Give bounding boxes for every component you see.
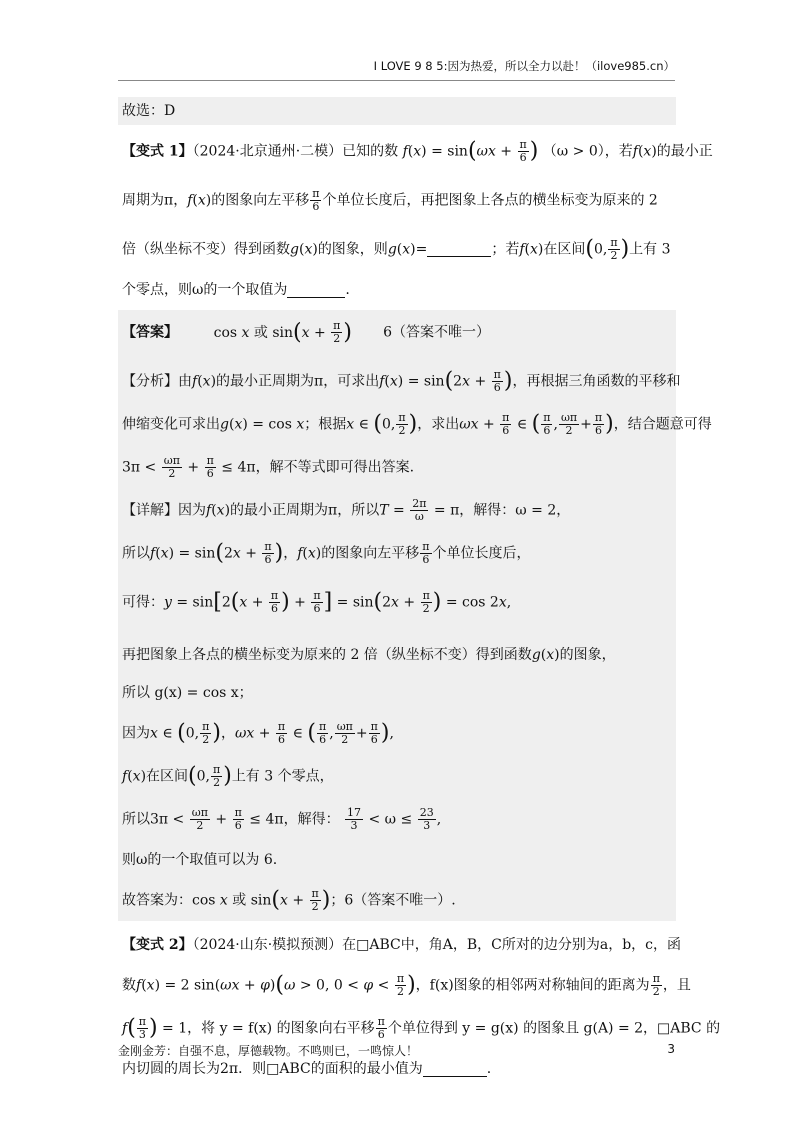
text: 上有 3	[629, 241, 671, 258]
text: 的图象，	[559, 647, 616, 663]
text: .	[486, 1061, 492, 1077]
detail-line2: 所以f(x) = sin(2x + $\frac{\pi}{6}$ )，f(x)的图象向左平移 $\frac{\pi}{6}$ 个单位长度后，	[122, 540, 531, 566]
text: ，	[283, 545, 298, 562]
variant1-solution	[118, 310, 712, 921]
answer-blank-3[interactable]	[423, 1062, 487, 1077]
detail-line10: 故答案为：cos x 或 sin(x + $\frac{\pi}{2}$ )；6（答案不唯一）.	[122, 887, 456, 913]
variant2-source: （2024·山东·模拟预测）	[192, 937, 343, 953]
math-frac-pi-6: $\frac{\pi}{6}$	[519, 138, 527, 164]
text: 的图象，则	[317, 241, 388, 258]
page-number: 3	[667, 1042, 675, 1056]
text: 周期为π，	[122, 192, 188, 209]
text: 在区间	[543, 241, 586, 258]
header-divider	[118, 80, 675, 81]
analysis-line2: 伸缩变化可求出g(x) = cos x；根据x ∈ (0, $\frac{\pi}{2}$ )，求出ωx + $\frac{\pi}{6}$ ∈ ( $\frac{\pi}{6}$ , $\frac{\omega\pi}{2}$ + $\frac{\pi}{6}$ )，结合题意可得	[122, 411, 712, 437]
text: f(x)图象的相邻两对称轴间的距离为	[429, 977, 650, 994]
text: ，求出	[417, 416, 460, 433]
text: 个单位长度后，再把图象上各点的横坐标变为原来的 2	[322, 192, 658, 209]
detail-line8: 所以3π < $\frac{\omega\pi}{2}$ + $\frac{\pi}{6}$ ≤ 4π，解得： $\frac{17}{3}$ < ω ≤ $\frac{23}{3}$ ,	[122, 806, 442, 832]
page-header: I LOVE 9 8 5:因为热爱，所以全力以赴！（ilove985.cn）	[373, 59, 675, 73]
math-frac-pi-6: $\frac{\pi}{6}$	[312, 187, 320, 213]
detail-line3: 可得：y = sin[2(x + $\frac{\pi}{6}$ ) + $\frac{\pi}{6}$ ] = sin(2x + $\frac{\pi}{2}$ ) = cos 2x,	[122, 589, 512, 615]
analysis-line1: 【分析】由f(x)的最小正周期为π，可求出f(x) = sin(2x + $\frac{\pi}{6}$ )，再根据三角函数的平移和	[122, 368, 681, 394]
text: 内切圆的周长为2π．则□ABC的面积的最小值为	[122, 1061, 423, 1077]
text: 已知的数	[342, 143, 399, 160]
text: 个单位得到 y = g(x) 的图象且 g(A) = 2，□ABC 的	[387, 1020, 721, 1037]
answer-line	[118, 310, 676, 355]
detail-line7: f(x)在区间(0, $\frac{\pi}{2}$ )上有 3 个零点，	[122, 763, 334, 789]
text: 所以	[122, 811, 150, 828]
text: 上有 3 个零点，	[231, 768, 334, 785]
text: ，结合题意可得	[613, 416, 712, 433]
variant2-line2: 数f(x) = 2 sin(ωx + φ)(ω > 0, 0 < φ < $\frac{\pi}{2}$ )，f(x)图象的相邻两对称轴间的距离为 $\frac{\pi}{2}$ ，且	[122, 972, 691, 998]
math-fx-def: f	[402, 143, 408, 160]
text: ，且	[662, 977, 691, 994]
text: 可得：	[122, 594, 164, 611]
text: 个单位长度后，	[432, 545, 531, 562]
text: ；若	[491, 241, 520, 258]
variant2-line3: f( $\frac{\pi}{3}$ ) = 1，将 y = f(x) 的图象向右平移 $\frac{\pi}{6}$ 个单位得到 y = g(x) 的图象且 g(A) = 2，□ABC 的	[122, 1015, 721, 1041]
text: 【详解】因为	[122, 502, 206, 519]
answer-number: 6（答案不唯一）	[383, 324, 491, 341]
text: 的最小正	[656, 143, 713, 160]
text: 的图象向左平移	[321, 545, 420, 562]
text: ，解不等式即可得出答案.	[255, 459, 415, 476]
text: ，	[220, 725, 235, 742]
variant1-condition: （ω > 0）	[542, 143, 605, 160]
previous-answer: 故选：D	[118, 97, 676, 125]
variant2-line4	[118, 1055, 676, 1083]
text: ，解得：ω = 2，	[459, 502, 571, 519]
variant2-question	[118, 931, 721, 1083]
text: 的最小正周期为π，所以	[230, 502, 380, 519]
text: ，解得：	[283, 811, 340, 828]
answer-expression: cos x 或 sin(x + $\frac{\pi}{2}$ )	[213, 319, 352, 345]
text: 的最小正周期为π，可求出	[216, 373, 380, 390]
text: ，将 y = f(x) 的图象向右平移	[187, 1020, 375, 1037]
variant1-source: （2024·北京通州·二模）	[192, 143, 343, 160]
text: 在□ABC中，角A，B，C所对的边分别为a，b，c，函	[342, 937, 682, 953]
text: 故答案为：	[122, 892, 192, 909]
page-footer: 金刚金芳：自强不息，厚德载物。不鸣则已，一鸣惊人！	[118, 1044, 419, 1058]
text: ；根据	[304, 416, 347, 433]
detail-line4: 再把图象上各点的横坐标变为原来的 2 倍（纵坐标不变）得到函数g(x)的图象，	[122, 647, 616, 663]
analysis-line3: 3π < $\frac{\omega\pi}{2}$ + $\frac{\pi}{6}$ ≤ 4π，解不等式即可得出答案.	[122, 454, 415, 480]
detail-line5: 所以 g(x) = cos x；	[122, 685, 253, 701]
text: 倍（纵坐标不变）得到函数	[122, 241, 290, 258]
variant1-tag: 【变式 1】	[122, 143, 193, 160]
variant1-line3: 倍（纵坐标不变）得到函数g(x)的图象，则g(x)= ；若f(x)在区间(0, $\frac{\pi}{2}$ )上有 3	[122, 236, 671, 262]
detail-line9: 则ω的一个取值可以为 6.	[122, 852, 278, 868]
variant2-tag: 【变式 2】	[122, 937, 193, 953]
text: 因为	[122, 725, 150, 742]
answer-blank-1[interactable]	[427, 242, 491, 257]
text: 的图象向左平移	[211, 192, 310, 209]
variant1-line2: 周期为π，f(x)的图象向左平移 $\frac{\pi}{6}$ 个单位长度后，再把图象上各点的横坐标变为原来的 2	[122, 187, 658, 213]
text: 再把图象上各点的横坐标变为原来的 2 倍（纵坐标不变）得到函数	[122, 647, 532, 663]
text: 伸缩变化可求出	[122, 416, 220, 433]
answer-blank-2[interactable]	[287, 283, 345, 298]
detail-line6: 因为x ∈ (0, $\frac{\pi}{2}$ )，ωx + $\frac{\pi}{6}$ ∈ ( $\frac{\pi}{6}$ , $\frac{\omega\pi}{2}$ + $\frac{\pi}{6}$ ),	[122, 720, 394, 746]
text: 所以	[122, 545, 150, 562]
document-body	[118, 97, 721, 1083]
text: ，再根据三角函数的平移和	[512, 373, 681, 390]
detail-line1: 【详解】因为f(x)的最小正周期为π，所以T = $\frac{2\pi}{\omega}$ = π，解得：ω = 2，	[122, 497, 571, 523]
variant1-line1: 【变式 1】（2024·北京通州·二模）已知的数 f(x) = sin(ωx + $\frac{\pi}{6}$ ) （ω > 0），若f(x)的最小正	[122, 138, 713, 164]
variant2-line1	[118, 931, 682, 959]
text: 【分析】由	[122, 373, 192, 390]
text: .	[345, 282, 350, 298]
text: 个零点，则ω的一个取值为	[122, 282, 288, 298]
answer-label: 【答案】	[122, 324, 178, 341]
variant1-question	[118, 135, 713, 304]
text: ，若	[604, 143, 633, 160]
text: 在区间	[146, 768, 189, 785]
text: 数	[122, 977, 136, 994]
variant1-line4	[118, 276, 676, 304]
text: ；6（答案不唯一）.	[330, 892, 456, 909]
